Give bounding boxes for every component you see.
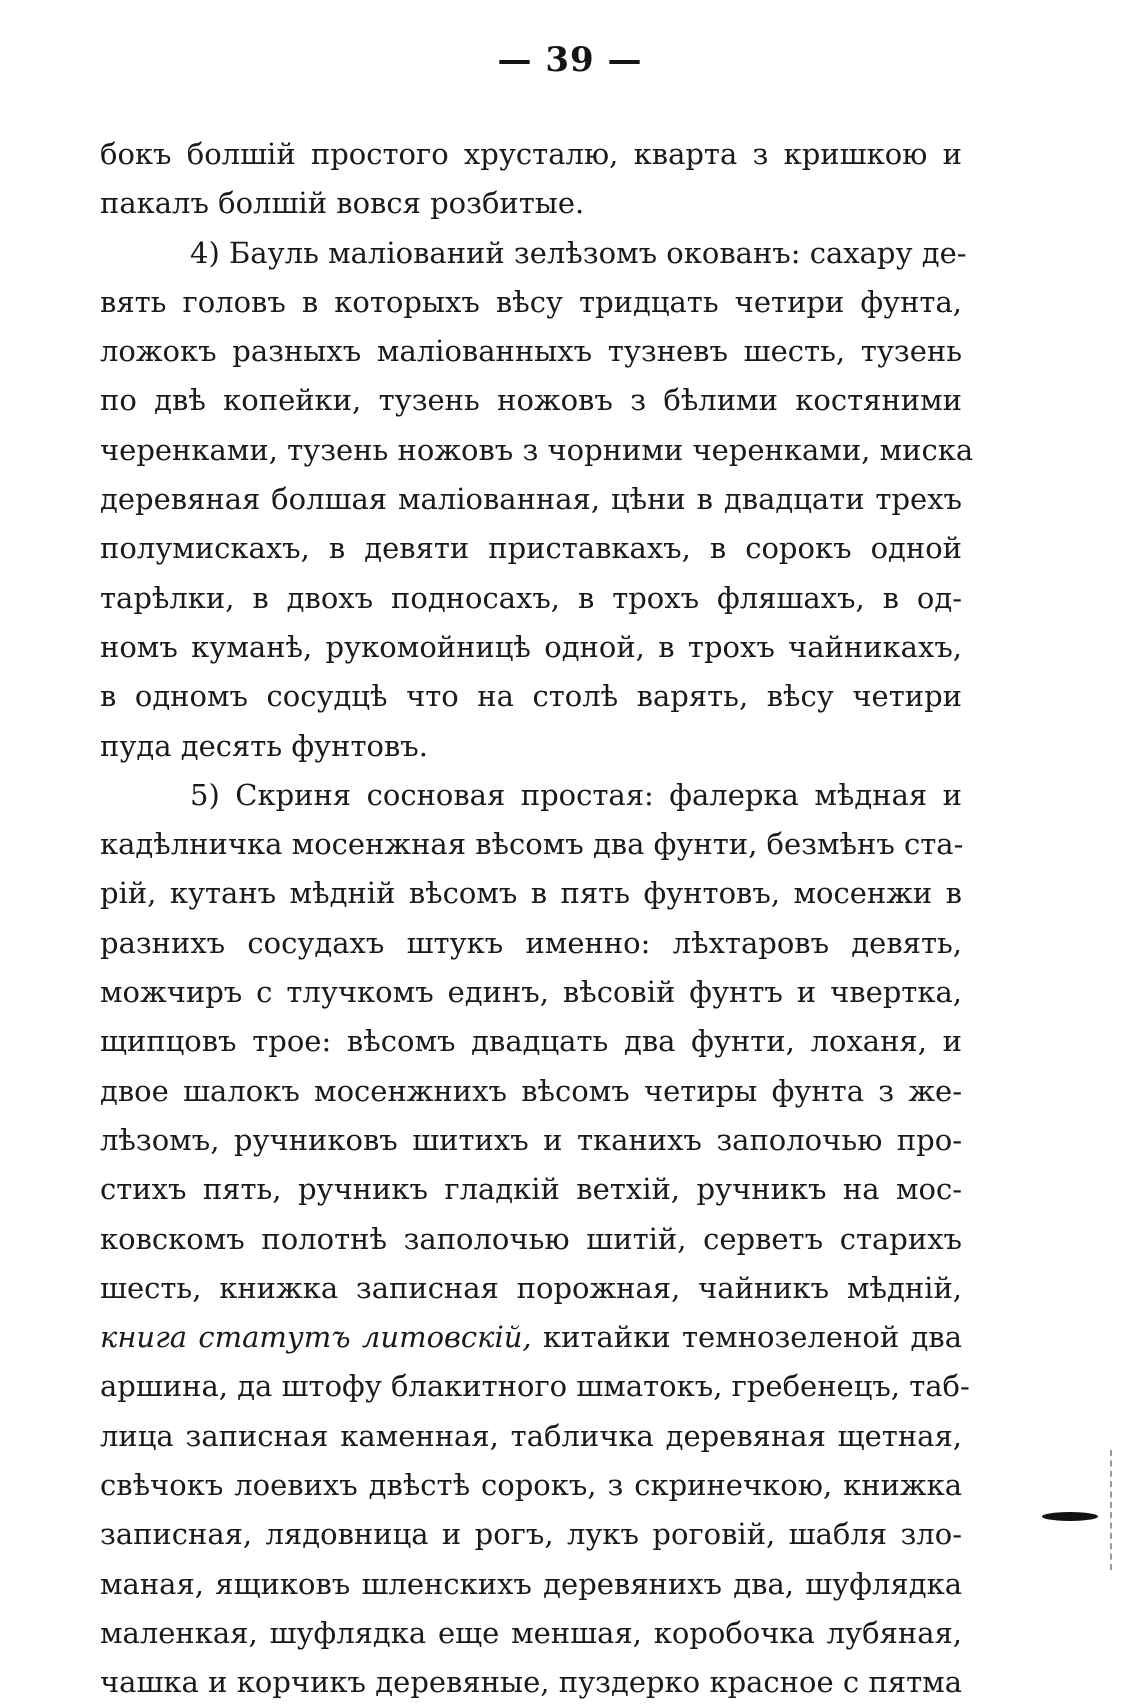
text-line: лица записная каменная, табличка деревяная щетная,	[100, 1418, 962, 1453]
text-line: лѣзомъ, ручниковъ шитихъ и тканихъ заполочью про-	[100, 1122, 962, 1157]
text-line: пакалъ болшій вовся розбитые.	[100, 186, 585, 221]
text-line: вять головъ в которыхъ вѣсу тридцать четири фунта,	[100, 284, 962, 319]
text-line: шесть, книжка записная порожная, чайникъ мѣдній,	[100, 1270, 962, 1305]
text-line: аршина, да штофу блакитного шматокъ, гребенецъ, таб-	[100, 1369, 970, 1404]
body-text	[100, 130, 974, 1708]
text-line: чашка и корчикъ деревяные, пуздерко красное с пятма	[100, 1665, 962, 1700]
text-line: 5) Скриня сосновая простая: фалерка мѣдная и	[190, 777, 962, 812]
text-line: номъ куманѣ, рукомойницѣ одной, в трохъ чайникахъ,	[100, 629, 962, 664]
text-line: кадѣлничка мосенжная вѣсомъ два фунти, безмѣнъ ста-	[100, 827, 964, 862]
text-line: можчиръ с тлучкомъ единъ, вѣсовій фунтъ и чвертка,	[100, 975, 962, 1010]
text-line: стихъ пять, ручникъ гладкій ветхій, ручникъ на мос-	[100, 1172, 962, 1207]
text-line: щипцовъ трое: вѣсомъ двадцать два фунти, лоханя, и	[100, 1024, 962, 1059]
italic-book-title: книга статутъ литовскій,	[100, 1320, 532, 1355]
text-line: пуда десять фунтовъ.	[100, 728, 428, 763]
page-edge-mark	[1110, 1450, 1114, 1570]
margin-dash-mark	[1042, 1512, 1098, 1521]
text-line: свѣчокъ лоевихъ двѣстѣ сорокъ, з скринечкою, книжка	[100, 1468, 962, 1503]
text-line: тарѣлки, в двохъ подносахъ, в трохъ фляшахъ, в од-	[100, 580, 962, 615]
text-line: записная, лядовница и рогъ, лукъ роговій, шабля зло-	[100, 1517, 962, 1552]
page-number: — 39 —	[497, 40, 643, 80]
text-line: по двѣ копейки, тузень ножовъ з бѣлими костяними	[100, 383, 962, 418]
text-line: полумискахъ, в девяти приставкахъ, в сорокъ одной	[100, 531, 962, 566]
text-line-with-italic	[100, 1313, 962, 1362]
text-line: 4) Бауль маліований зелѣзомъ окованъ: сахару де-	[190, 235, 967, 270]
text-fragment: китайки темнозеленой два	[543, 1320, 962, 1355]
text-line: маная, ящиковъ шленскихъ деревянихъ два, шуфлядка	[100, 1566, 962, 1601]
text-line: бокъ болшій простого хрусталю, кварта з кришкою и	[100, 137, 962, 171]
text-line: разнихъ сосудахъ штукъ именно: лѣхтаровъ девять,	[100, 925, 962, 960]
text-line: ковскомъ полотнѣ заполочью шитій, серветъ старихъ	[100, 1221, 962, 1256]
text-line: маленкая, шуфлядка еще меншая, коробочка лубяная,	[100, 1615, 962, 1650]
text-line: рій, кутанъ мѣдній вѣсомъ в пять фунтовъ, мосенжи в	[100, 876, 962, 911]
text-line: ложокъ разныхъ маліованныхъ тузневъ шесть, тузень	[100, 334, 962, 369]
text-line: двое шалокъ мосенжнихъ вѣсомъ четиры фунта з же-	[100, 1073, 962, 1108]
text-line: в одномъ сосудцѣ что на столѣ варять, вѣсу четири	[100, 679, 962, 714]
text-line: деревяная болшая маліованная, цѣни в двадцати трехъ	[100, 482, 962, 517]
text-line: черенками, тузень ножовъ з чорними черенками, миска	[100, 432, 974, 467]
